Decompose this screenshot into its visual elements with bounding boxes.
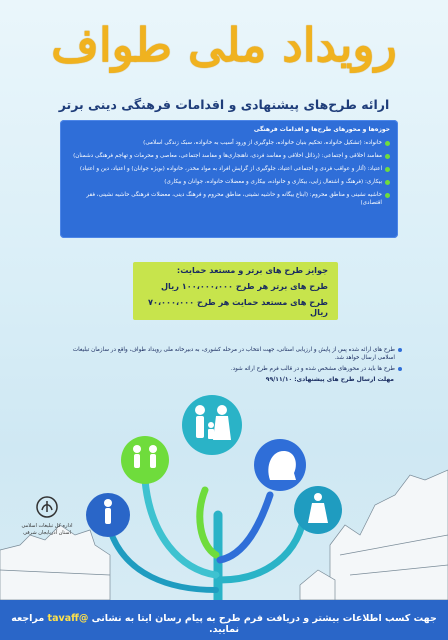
bullet-icon (385, 141, 390, 146)
org-logo (18, 495, 76, 537)
topic-text: اعتیاد: (آثار و عواقب فردی و اجتماعی اعتیاد، جلوگیری از گرایش افراد به مواد مخدر، خانواده (بویژه جوانان) و اعتیاد، دین و اعتیاد) (79, 166, 382, 172)
bullet-icon (385, 167, 390, 172)
note-item (70, 346, 402, 362)
footer-text-end: مراجعه نمایید. (11, 613, 240, 635)
award-supported: طرح های مستعد حمایت هر طرح ۷۰،۰۰۰،۰۰۰ ریال (147, 297, 328, 317)
topic-unemployment (68, 178, 390, 186)
note-item (70, 365, 402, 373)
eitaa-handle-link[interactable]: @tavaff (47, 613, 89, 624)
topics-panel (60, 120, 398, 238)
org-name-line2: استان آذربایجان شرقی (23, 530, 71, 536)
deadline-text: مهلت ارسال طرح های پیشنهادی: ۹۹/۱۱/۱۰ (265, 376, 394, 383)
bullet-icon (398, 367, 402, 371)
topic-text: حاشیه نشینی و مناطق محروم: (ابناع بیگانه و حاشیه نشینی، مناطق محروم و فرهنگ دینی، معضلات فرهنگی حاشیه نشینی، فقر اقتصادی) (86, 192, 382, 206)
org-name-line1: اداره کل تبلیغات اسلامی (21, 523, 73, 529)
event-subtitle: ارائه طرح‌های پیشنهادی و اقدامات فرهنگی دینی برتر (58, 97, 390, 112)
bullet-icon (385, 193, 390, 198)
topic-addiction (68, 165, 390, 173)
topic-family (68, 139, 390, 147)
topic-text: بیکاری: (فرهنگ و اشتغال زایی، بیکاری و خانواده، بیکاری و معضلات خانواده، جوانان و بیکاری) (164, 179, 382, 185)
topic-corruption (68, 152, 390, 160)
emblem-icon (35, 495, 59, 519)
branch-right (220, 495, 270, 560)
notes-section (70, 346, 402, 383)
note-text: طرح های ارائه شده پس از پایش و ارزیابی استانی، جهت انتخاب در مرحله کشوری، به دبیرخانه ملی رویداد طواف، واقع در سازمان تبلیغات اسلامی ارسال خواهد شد. (72, 347, 395, 361)
note-text: طرح ها باید در محورهای مشخص شده و در قالب فرم طرح ارائه شود. (230, 366, 395, 372)
topic-text: خانواده: (تشکیل خانواده، تحکیم بنیان خانواده، جلوگیری از ورود آسیب به خانواده، سبک زندگی اسلامی) (143, 140, 382, 146)
bullet-icon (385, 154, 390, 159)
topic-deprived-areas (68, 191, 390, 207)
footer-banner (0, 600, 448, 640)
topic-text: مفاسد اخلاقی و اجتماعی: (رذائل اخلاقی و مفاسد فردی، ناهنجاری‌ها و مفاسد اجتماعی، معاصی و محرمات و تهاجم فرهنگی دشمنان) (73, 153, 382, 159)
award-top: طرح های برتر هر طرح ۱۰۰،۰۰۰،۰۰۰ ریال (160, 281, 328, 291)
circle-icon (121, 436, 169, 484)
bullet-icon (398, 348, 402, 352)
tree (110, 480, 305, 600)
event-title: رویداد ملی طواف (51, 18, 397, 72)
topics-title: حوزه‌ها و محورهای طرح‌ها و اقدامات فرهنگی (253, 126, 390, 133)
awards-title: جوایز طرح های برتر و مستعد حمایت: (176, 265, 328, 275)
awards-box (133, 262, 338, 320)
bullet-icon (385, 180, 390, 185)
footer-text: جهت کسب اطلاعات بیشتر و دریافت فرم طرح به پیام رسان ایتا به نشانی (91, 613, 437, 624)
